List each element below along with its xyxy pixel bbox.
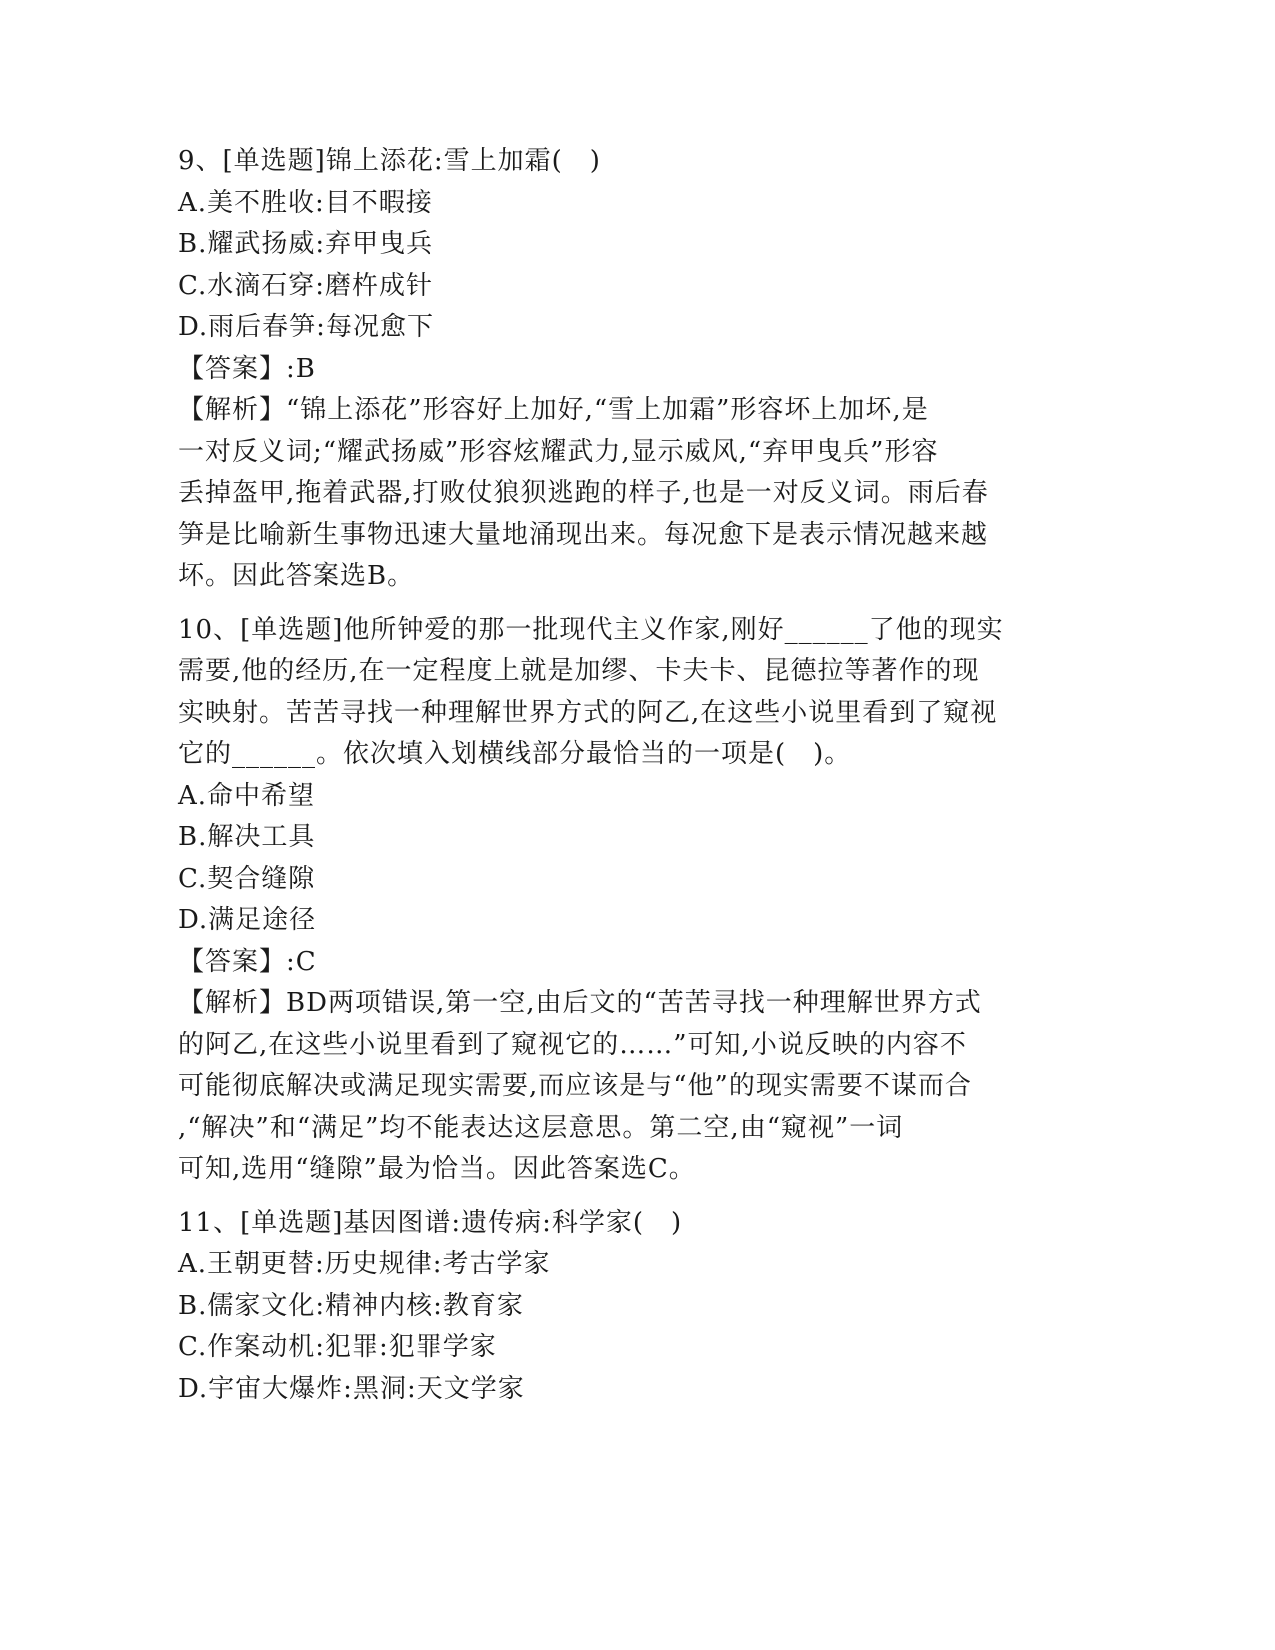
analysis-line: 笋是比喻新生事物迅速大量地涌现出来。每况愈下是表示情况越来越	[178, 519, 989, 550]
option-a: A.美不胜收:目不暇接	[178, 187, 433, 218]
stem-line: 10、[单选题]他所钟爱的那一批现代主义作家,刚好______了他的现实	[178, 614, 1004, 645]
analysis-line: 的阿乙,在这些小说里看到了窥视它的……”可知,小说反映的内容不	[178, 1029, 967, 1060]
option-c: C.作案动机:犯罪:犯罪学家	[178, 1332, 497, 1362]
stem-line: 需要,他的经历,在一定程度上就是加缪、卡夫卡、昆德拉等著作的现	[178, 656, 980, 686]
analysis	[178, 983, 1038, 1191]
option-c: C.契合缝隙	[178, 863, 316, 894]
question-stem	[178, 610, 1038, 776]
analysis	[178, 390, 1038, 598]
option-a: A.命中希望	[178, 780, 316, 811]
question-11	[178, 1203, 1038, 1411]
option-d: D.雨后春笋:每况愈下	[178, 312, 434, 342]
question-stem: 11、[单选题]基因图谱:遗传病:科学家( )	[178, 1207, 683, 1238]
question-10	[178, 610, 1038, 1191]
analysis-line: 【解析】“锦上添花”形容好上加好,“雪上加霜”形容坏上加坏,是	[178, 395, 929, 425]
analysis-line: 丢掉盔甲,拖着武器,打败仗狼狈逃跑的样子,也是一对反义词。雨后春	[178, 478, 989, 508]
option-b: B.耀武扬威:弃甲曳兵	[178, 229, 434, 259]
question-9	[178, 141, 1038, 598]
option-c: C.水滴石穿:磨杵成针	[178, 270, 433, 301]
analysis-line: 坏。因此答案选B。	[178, 561, 415, 591]
analysis-line: 【解析】BD两项错误,第一空,由后文的“苦苦寻找一种理解世界方式	[178, 988, 982, 1018]
document-page	[178, 141, 1038, 1410]
option-a: A.王朝更替:历史规律:考古学家	[178, 1249, 551, 1279]
analysis-line: 可能彻底解决或满足现实需要,而应该是与“他”的现实需要不谋而合	[178, 1071, 972, 1101]
stem-line: 它的______。依次填入划横线部分最恰当的一项是( )。	[178, 739, 852, 769]
answer-line: 【答案】:B	[178, 353, 316, 384]
option-b: B.儒家文化:精神内核:教育家	[178, 1290, 524, 1321]
analysis-line: ,“解决”和“满足”均不能表达这层意思。第二空,由“窥视”一词	[178, 1112, 904, 1143]
option-b: B.解决工具	[178, 822, 316, 852]
analysis-line: 一对反义词;“耀武扬威”形容炫耀武力,显示威风,“弃甲曳兵”形容	[178, 436, 939, 467]
option-d: D.满足途径	[178, 905, 317, 935]
option-d: D.宇宙大爆炸:黑洞:天文学家	[178, 1373, 525, 1404]
answer-line: 【答案】:C	[178, 946, 317, 977]
analysis-line: 可知,选用“缝隙”最为恰当。因此答案选C。	[178, 1154, 696, 1184]
question-stem: 9、[单选题]锦上添花:雪上加霜( )	[178, 146, 601, 176]
stem-line: 实映射。苦苦寻找一种理解世界方式的阿乙,在这些小说里看到了窥视	[178, 697, 998, 728]
